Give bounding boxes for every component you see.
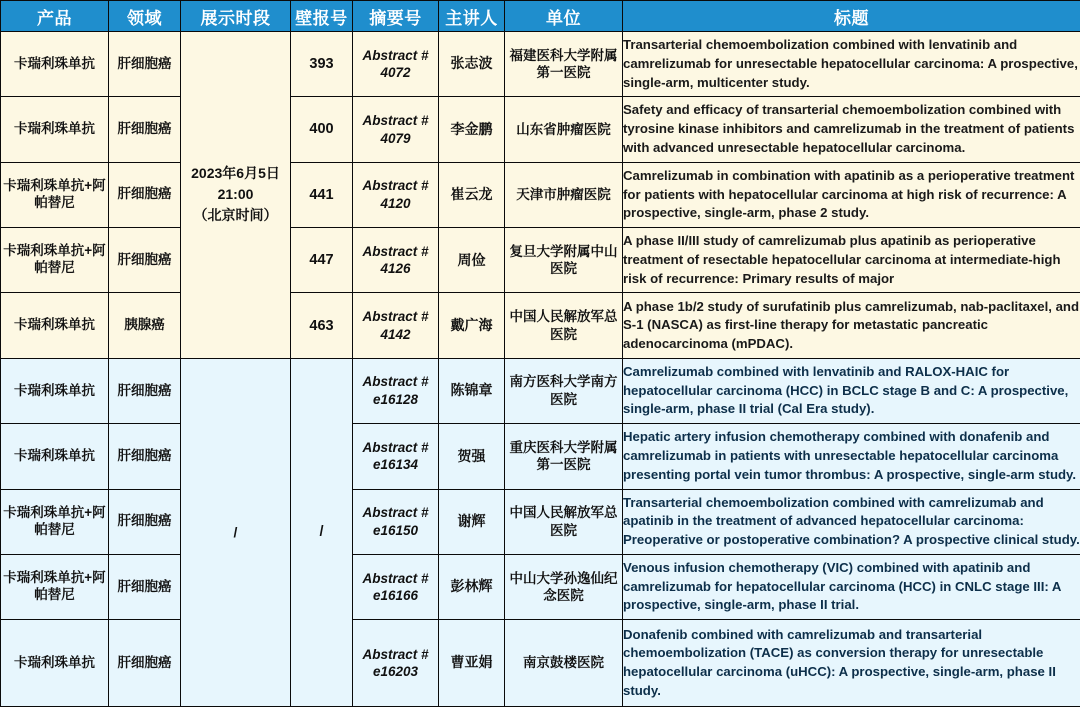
- table-row: [1, 620, 1080, 707]
- cell-field: 肝细胞癌: [109, 162, 181, 227]
- cell-speaker: 彭林辉: [439, 554, 505, 619]
- column-header-field: 领域: [109, 1, 181, 32]
- column-header-product: 产品: [1, 1, 109, 32]
- cell-organization: 南京鼓楼医院: [505, 620, 623, 707]
- cell-poster-number: 393: [291, 32, 353, 97]
- cell-abstract-number: Abstract # e16166: [353, 554, 439, 619]
- cell-title: Safety and efficacy of transarterial chemoembolization combined with tyrosine kinase inhibitors and camrelizumab in the treatment of patients with advanced unresectable hepatocellular carcinoma.: [623, 97, 1080, 162]
- table-row: [1, 489, 1080, 554]
- cell-field: 肝细胞癌: [109, 97, 181, 162]
- cell-slot-group-b: /: [181, 358, 291, 706]
- table-row: [1, 554, 1080, 619]
- cell-poster-number-group-b: /: [291, 358, 353, 706]
- cell-organization: 中山大学孙逸仙纪念医院: [505, 554, 623, 619]
- cell-product: 卡瑞利珠单抗: [1, 358, 109, 423]
- cell-organization: 中国人民解放军总医院: [505, 489, 623, 554]
- cell-organization: 福建医科大学附属第一医院: [505, 32, 623, 97]
- cell-product: 卡瑞利珠单抗+阿帕替尼: [1, 228, 109, 293]
- cell-product: 卡瑞利珠单抗: [1, 424, 109, 489]
- cell-speaker: 周俭: [439, 228, 505, 293]
- cell-organization: 山东省肿瘤医院: [505, 97, 623, 162]
- table-row: [1, 228, 1080, 293]
- cell-title: Camrelizumab combined with lenvatinib and RALOX-HAIC for hepatocellular carcinoma (HCC) in BCLC stage B and C: A prospective, single-arm, phase II trial (Cal Era study).: [623, 358, 1080, 423]
- column-header-organization: 单位: [505, 1, 623, 32]
- cell-speaker: 崔云龙: [439, 162, 505, 227]
- cell-poster-number: 447: [291, 228, 353, 293]
- column-header-title: 标题: [623, 1, 1080, 32]
- cell-speaker: 戴广海: [439, 293, 505, 358]
- cell-organization: 南方医科大学南方医院: [505, 358, 623, 423]
- cell-title: Camrelizumab in combination with apatinib as a perioperative treatment for patients with hepatocellular carcinoma at high risk of recurrence: A prospective, single-arm, phase 2 study.: [623, 162, 1080, 227]
- table-row: [1, 424, 1080, 489]
- cell-slot-group-a: [181, 32, 291, 359]
- cell-speaker: 陈锦章: [439, 358, 505, 423]
- cell-poster-number: 463: [291, 293, 353, 358]
- cell-title: A phase 1b/2 study of surufatinib plus camrelizumab, nab-paclitaxel, and S-1 (NASCA) as first-line therapy for metastatic pancreatic adenocarcinoma (mPDAC).: [623, 293, 1080, 358]
- cell-field: 胰腺癌: [109, 293, 181, 358]
- cell-field: 肝细胞癌: [109, 554, 181, 619]
- cell-field: 肝细胞癌: [109, 620, 181, 707]
- cell-product: 卡瑞利珠单抗+阿帕替尼: [1, 554, 109, 619]
- cell-product: 卡瑞利珠单抗+阿帕替尼: [1, 162, 109, 227]
- cell-poster-number: 400: [291, 97, 353, 162]
- column-header-speaker: 主讲人: [439, 1, 505, 32]
- column-header-poster-number: 壁报号: [291, 1, 353, 32]
- cell-title: Transarterial chemoembolization combined with lenvatinib and camrelizumab for unresectable hepatocellular carcinoma: A prospective, single-arm, multicenter study.: [623, 32, 1080, 97]
- cell-organization: 中国人民解放军总医院: [505, 293, 623, 358]
- cell-abstract-number: Abstract # e16128: [353, 358, 439, 423]
- cell-abstract-number: Abstract # e16150: [353, 489, 439, 554]
- cell-field: 肝细胞癌: [109, 358, 181, 423]
- cell-product: 卡瑞利珠单抗: [1, 620, 109, 707]
- column-header-abstract-number: 摘要号: [353, 1, 439, 32]
- table-row: [1, 32, 1080, 97]
- cell-title: Donafenib combined with camrelizumab and transarterial chemoembolization (TACE) as conversion therapy for unresectable hepatocellular carcinoma (uHCC): A prospective, single-arm, phase II study.: [623, 620, 1080, 707]
- table-row: [1, 293, 1080, 358]
- cell-field: 肝细胞癌: [109, 32, 181, 97]
- cell-title: A phase II/III study of camrelizumab plus apatinib as perioperative treatment of resectable hepatocellular carcinoma at intermediate-high risk of recurrence: Primary results of major: [623, 228, 1080, 293]
- cell-abstract-number: Abstract # e16134: [353, 424, 439, 489]
- cell-organization: 重庆医科大学附属第一医院: [505, 424, 623, 489]
- cell-speaker: 贺强: [439, 424, 505, 489]
- cell-field: 肝细胞癌: [109, 228, 181, 293]
- cell-product: 卡瑞利珠单抗: [1, 97, 109, 162]
- cell-title: Venous infusion chemotherapy (VIC) combined with apatinib and camrelizumab for hepatocellular carcinoma (HCC) in CNLC stage III: A prospective, single-arm, phase II trial.: [623, 554, 1080, 619]
- cell-abstract-number: Abstract # e16203: [353, 620, 439, 707]
- slot-line-date: 2023年6月5日: [191, 165, 280, 182]
- column-header-slot: 展示时段: [181, 1, 291, 32]
- table-row: [1, 358, 1080, 423]
- cell-abstract-number: Abstract # 4079: [353, 97, 439, 162]
- cell-product: 卡瑞利珠单抗: [1, 293, 109, 358]
- table-header-row: [1, 1, 1080, 32]
- cell-field: 肝细胞癌: [109, 424, 181, 489]
- table-row: [1, 97, 1080, 162]
- cell-title: Hepatic artery infusion chemotherapy combined with donafenib and camrelizumab in patients with unresectable hepatocellular carcinoma presenting portal vein tumor thrombus: A prospective, single-arm study.: [623, 424, 1080, 489]
- cell-speaker: 张志波: [439, 32, 505, 97]
- cell-organization: 复旦大学附属中山医院: [505, 228, 623, 293]
- cell-speaker: 谢辉: [439, 489, 505, 554]
- table-row: [1, 162, 1080, 227]
- cell-organization: 天津市肿瘤医院: [505, 162, 623, 227]
- cell-abstract-number: Abstract # 4120: [353, 162, 439, 227]
- slot-line-timezone: （北京时间）: [193, 207, 278, 224]
- cell-poster-number: 441: [291, 162, 353, 227]
- cell-speaker: 曹亚娟: [439, 620, 505, 707]
- cell-product: 卡瑞利珠单抗: [1, 32, 109, 97]
- cell-product: 卡瑞利珠单抗+阿帕替尼: [1, 489, 109, 554]
- cell-abstract-number: Abstract # 4126: [353, 228, 439, 293]
- cell-speaker: 李金鹏: [439, 97, 505, 162]
- cell-abstract-number: Abstract # 4142: [353, 293, 439, 358]
- slot-line-time: 21:00: [217, 186, 254, 203]
- cell-title: Transarterial chemoembolization combined with camrelizumab and apatinib in the treatment of advanced hepatocellular carcinoma: Preoperative or postoperative combination? A prospective clinical study.: [623, 489, 1080, 554]
- cell-abstract-number: Abstract # 4072: [353, 32, 439, 97]
- cell-field: 肝细胞癌: [109, 489, 181, 554]
